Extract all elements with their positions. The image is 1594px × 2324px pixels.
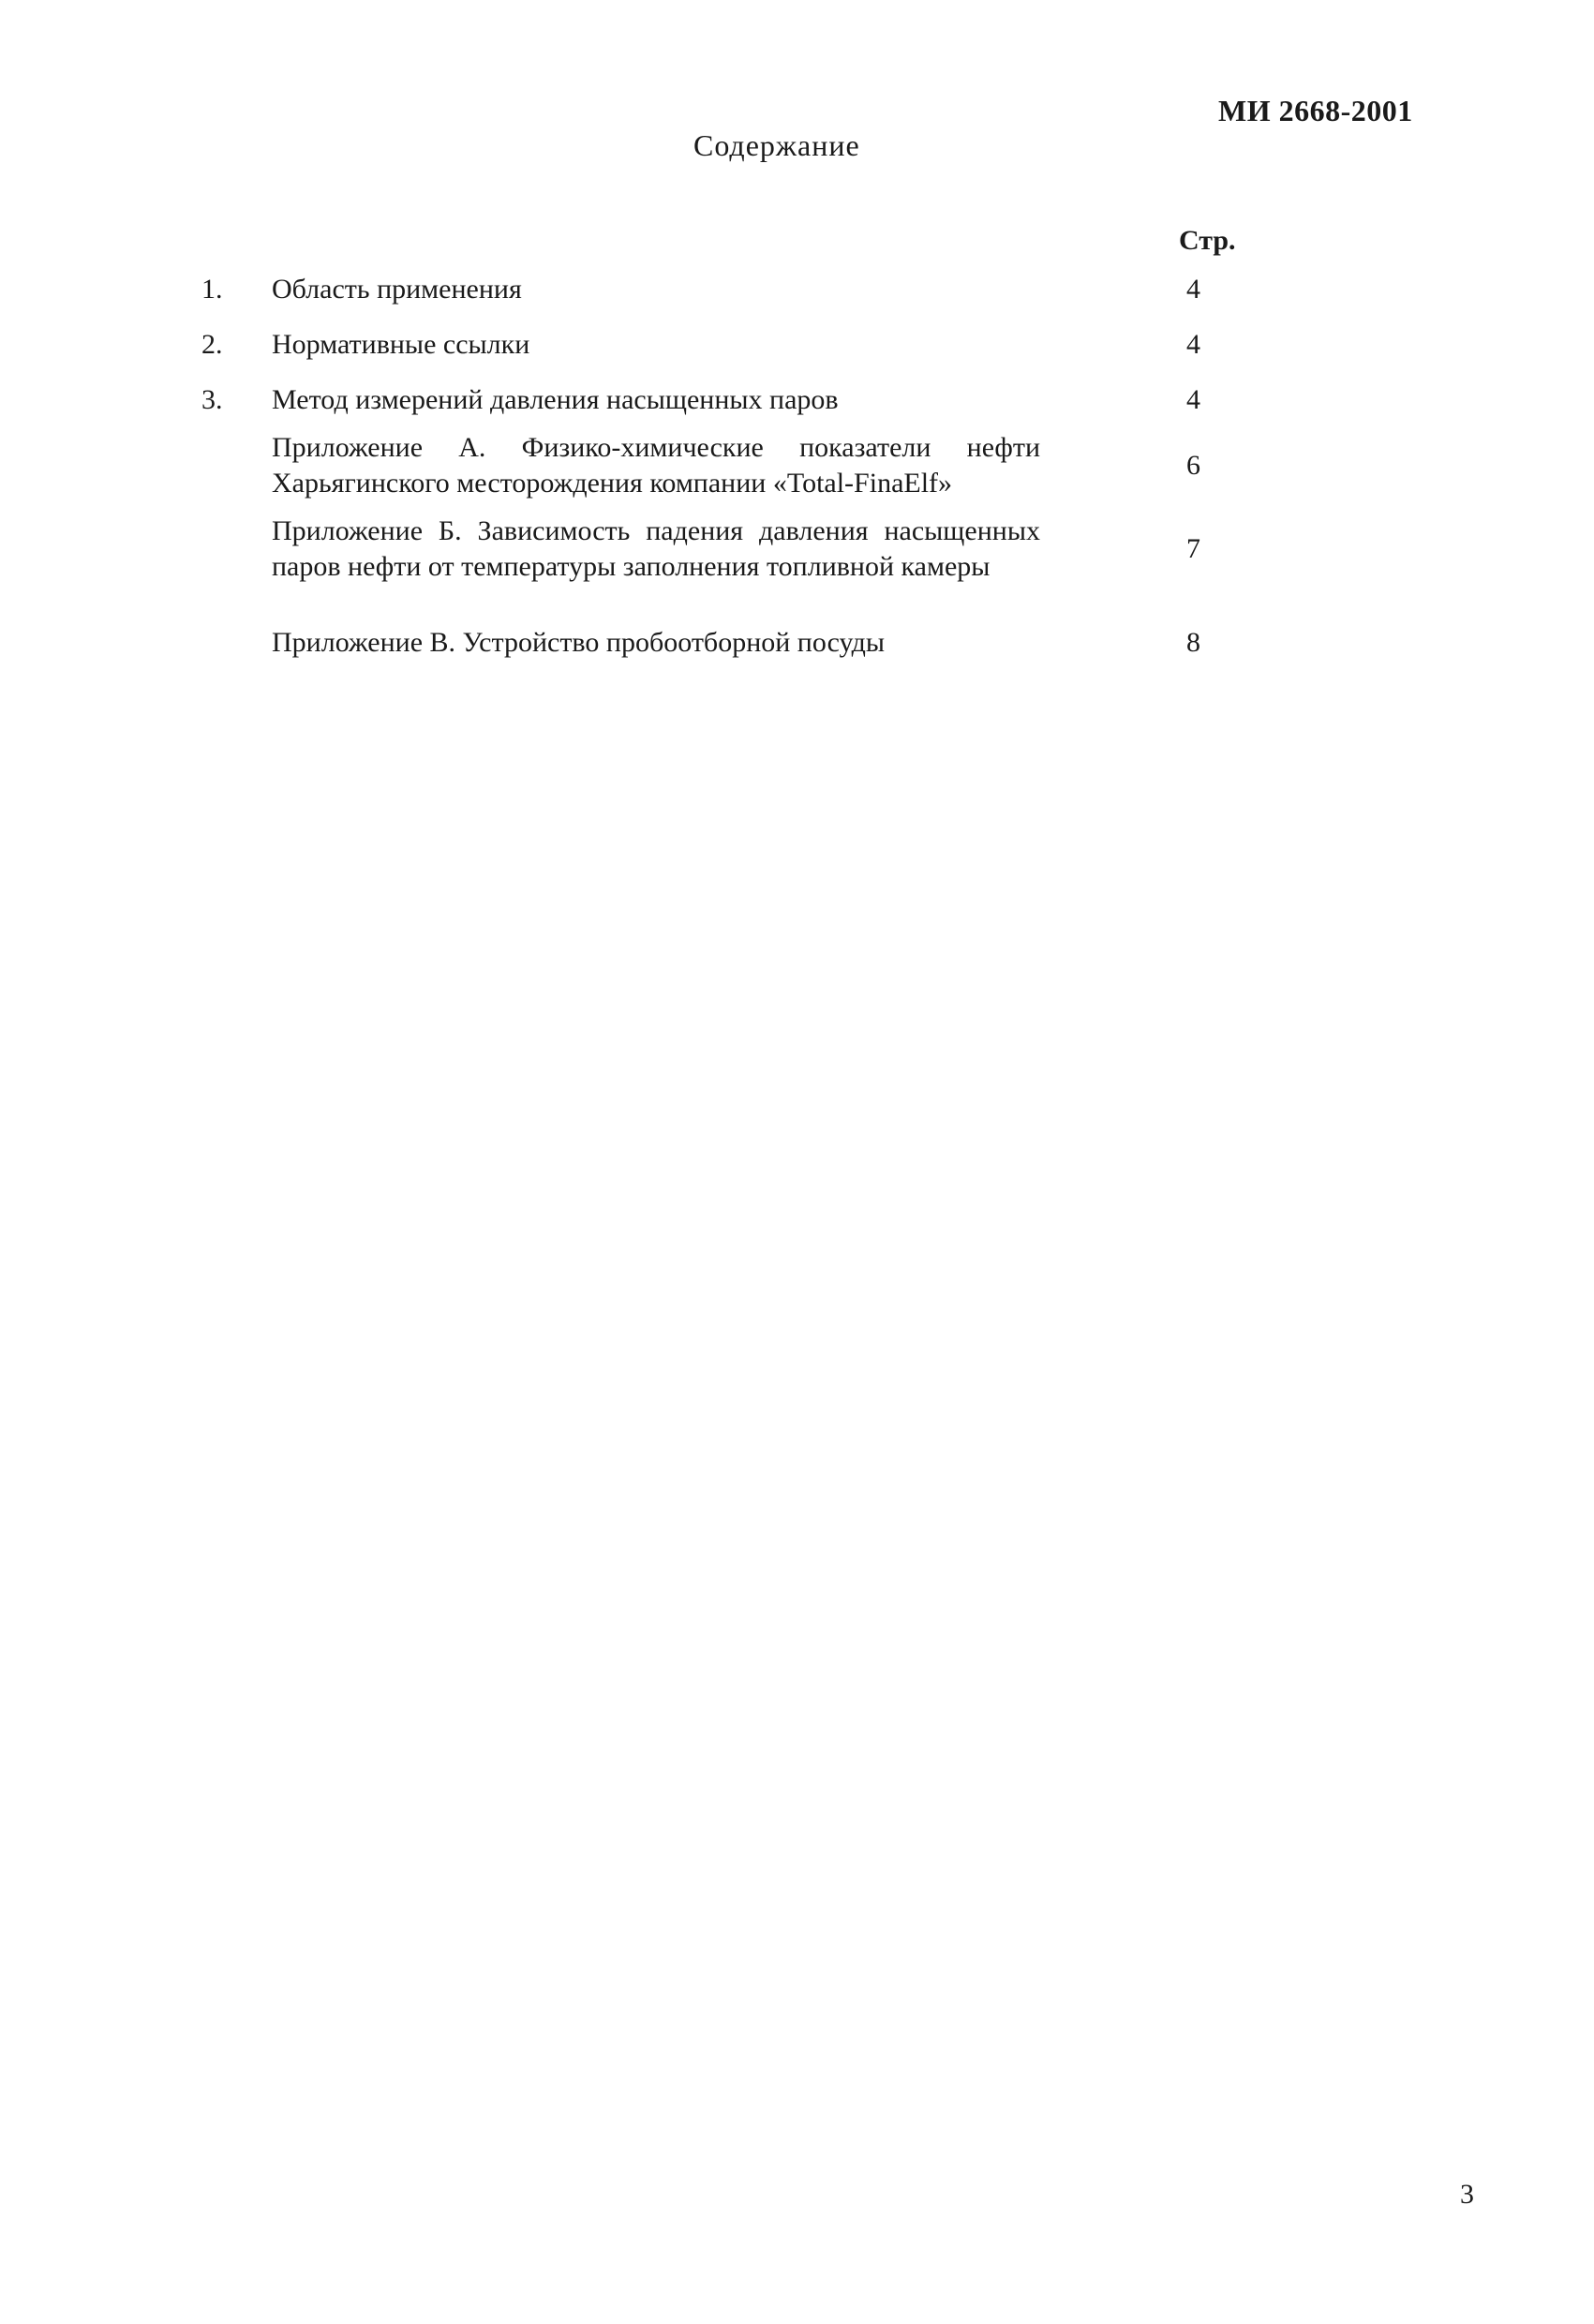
table-of-contents bbox=[201, 272, 1289, 661]
toc-entry-title: Приложение В. Устройство пробоотборной посуды bbox=[272, 627, 886, 658]
toc-entry-title: Область применения bbox=[272, 274, 522, 305]
toc-entry bbox=[201, 327, 1289, 363]
toc-entry-page: 4 bbox=[1186, 274, 1200, 305]
toc-entry-page: 4 bbox=[1186, 384, 1200, 415]
toc-entry-number: 1. bbox=[201, 274, 223, 305]
toc-entry-title: Нормативные ссылки bbox=[272, 329, 530, 360]
toc-entry bbox=[201, 382, 1289, 418]
page-column-header: Стр. bbox=[1179, 225, 1236, 256]
toc-entry-title: Приложение А. Физико-химические показатели нефти Харьягинского месторождения компании «Total-FinaElf» bbox=[272, 432, 1040, 499]
toc-entry-title: Метод измерений давления насыщенных паров bbox=[272, 384, 839, 415]
page-number: 3 bbox=[1460, 2179, 1474, 2210]
toc-entry-number: 2. bbox=[201, 329, 223, 360]
toc-entry-page: 6 bbox=[1186, 450, 1200, 481]
toc-entry-number: 3. bbox=[201, 384, 223, 415]
toc-entry bbox=[201, 625, 1289, 661]
toc-entry bbox=[201, 272, 1289, 307]
toc-entry-page: 8 bbox=[1186, 627, 1200, 658]
document-code: МИ 2668-2001 bbox=[1218, 94, 1413, 127]
toc-entry-page: 7 bbox=[1186, 533, 1200, 564]
toc-entry bbox=[201, 430, 1289, 501]
toc-entry-title: Приложение Б. Зависимость падения давления насыщенных паров нефти от температуры заполнения топливной камеры bbox=[272, 515, 1040, 582]
toc-entry bbox=[201, 514, 1289, 585]
toc-title: Содержание bbox=[693, 128, 860, 162]
toc-entry-page: 4 bbox=[1186, 329, 1200, 360]
